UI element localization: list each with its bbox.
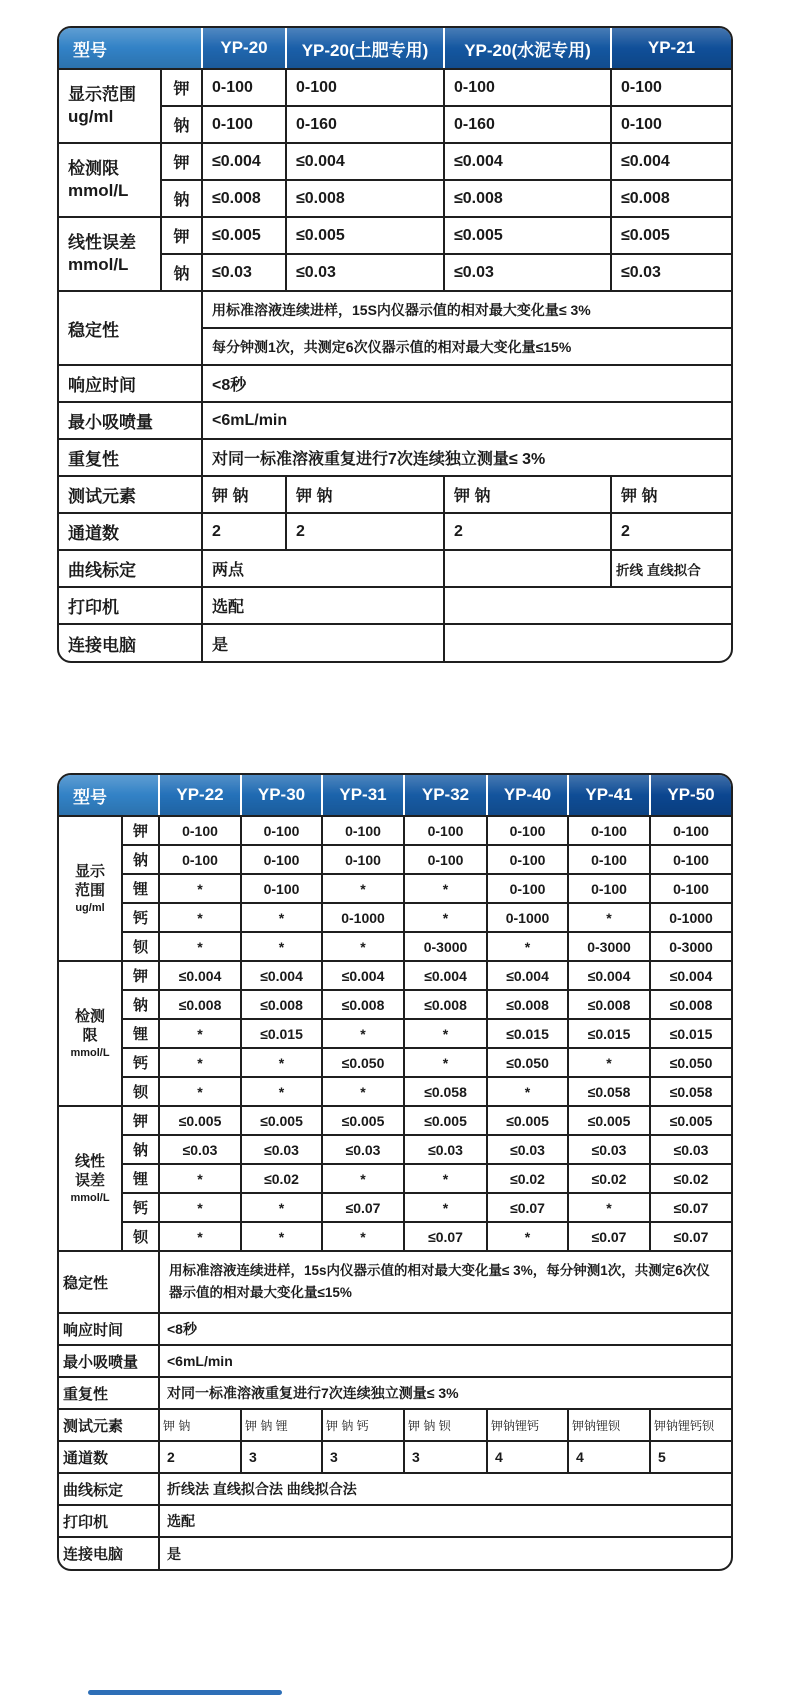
stability-line-1: 用标准溶液连续进样，15S内仪器示值的相对最大变化量≤ 3% [202,291,731,328]
table-row [59,624,731,661]
value-cell: 折线 直线拟合 [611,550,731,587]
value-cell: ≤0.004 [159,961,241,990]
value-cell: ≤0.004 [202,143,286,180]
value-cell: ≤0.004 [322,961,404,990]
value-cell: ≤0.015 [568,1019,650,1048]
value-cell: * [404,1048,487,1077]
value-cell: 0-100 [650,874,731,903]
row-label-response-time: 响应时间 [59,365,202,402]
value-cell: 0-100 [404,816,487,845]
value-cell: 0-100 [487,845,568,874]
value-cell: ≤0.03 [487,1135,568,1164]
value-cell: ≤0.050 [322,1048,404,1077]
header-cell-yp20-cement: YP-20(水泥专用) [444,28,611,69]
value-cell: ≤0.058 [650,1077,731,1106]
section-label-text: 线性误差 [68,232,136,252]
header-cell-model: 型号 [59,28,202,69]
value-cell: * [487,1222,568,1251]
value-cell: ≤0.03 [286,254,444,291]
value-cell: ≤0.07 [487,1193,568,1222]
value-cell: ≤0.005 [202,217,286,254]
row-label-stability: 稳定性 [59,291,202,365]
value-cell: ≤0.008 [650,990,731,1019]
value-cell: * [159,1222,241,1251]
value-cell: ≤0.008 [404,990,487,1019]
table-row [59,874,731,903]
value-cell: * [241,1077,322,1106]
value-cell: ≤0.03 [568,1135,650,1164]
value-cell: ≤0.03 [241,1135,322,1164]
element-cell: 钠 [161,180,202,217]
value-cell: 5 [650,1441,731,1473]
value-cell: ≤0.005 [404,1106,487,1135]
stability-line-2: 每分钟测1次，共测定6次仪器示值的相对最大变化量≤15% [202,328,731,365]
value-cell: 0-100 [202,106,286,143]
value-cell: * [322,1077,404,1106]
row-label-printer: 打印机 [59,1505,159,1537]
section-label-linearity-error [59,1106,122,1251]
row-label-min-aspiration: 最小吸喷量 [59,402,202,439]
value-cell: 0-100 [568,874,650,903]
value-cell: ≤0.005 [611,217,731,254]
row-value: 是 [202,624,444,661]
value-cell: 0-100 [241,845,322,874]
section-unit-text: mmol/L [68,255,129,274]
value-cell: 0-100 [404,845,487,874]
value-cell: ≤0.058 [568,1077,650,1106]
table-row [59,903,731,932]
value-cell: ≤0.005 [650,1106,731,1135]
value-cell: * [159,1077,241,1106]
row-label-computer: 连接电脑 [59,624,202,661]
section-unit-text: mmol/L [70,1046,110,1059]
value-cell: ≤0.005 [241,1106,322,1135]
value-cell: * [404,874,487,903]
header-cell-yp50: YP-50 [650,775,731,816]
value-cell: 2 [159,1441,241,1473]
table-row [59,990,731,1019]
table-row [59,476,731,513]
value-cell: 0-3000 [568,932,650,961]
section-unit-text: mmol/L [70,1191,110,1204]
header-cell-yp40: YP-40 [487,775,568,816]
table-row [59,1505,731,1537]
value-cell: ≤0.050 [487,1048,568,1077]
row-value: 选配 [159,1505,731,1537]
element-cell: 钠 [122,990,159,1019]
header-cell-yp41: YP-41 [568,775,650,816]
section-label-text: 范围 [74,882,105,900]
value-cell: * [322,932,404,961]
section-label-detection-limit [59,961,122,1106]
row-value: <6mL/min [202,402,731,439]
value-cell: 0-100 [611,69,731,106]
spec-table-yp20-series [57,26,733,663]
value-cell: * [241,1048,322,1077]
value-cell: 2 [611,513,731,550]
table-row [59,961,731,990]
value-cell: ≤0.004 [568,961,650,990]
value-cell: 钾 钠 [286,476,444,513]
row-label-channels: 通道数 [59,1441,159,1473]
table-row [59,845,731,874]
table-row [59,1048,731,1077]
value-cell: 0-100 [568,816,650,845]
value-cell: 钾 钠 钡 [404,1409,487,1441]
value-cell: 0-3000 [404,932,487,961]
row-label-repeatability: 重复性 [59,1377,159,1409]
row-value: 是 [167,1545,181,1562]
table-row [59,1106,731,1135]
value-cell: ≤0.03 [611,254,731,291]
value-cell: 钾 钠 钙 [322,1409,404,1441]
value-cell: 4 [568,1441,650,1473]
value-cell: 钾 钠 [159,1409,241,1441]
value-cell: * [568,903,650,932]
section-label-linearity-error [59,217,161,291]
value-cell: 0-100 [322,816,404,845]
element-cell: 钾 [122,816,159,845]
row-value: <8秒 [202,365,731,402]
header-cell-yp31: YP-31 [322,775,404,816]
header-cell-yp20: YP-20 [202,28,286,69]
table-row [59,1019,731,1048]
value-cell: ≤0.008 [568,990,650,1019]
value-cell: ≤0.004 [444,143,611,180]
row-value: 对同一标准溶液重复进行7次连续独立测量≤ 3% [159,1377,731,1409]
element-cell: 钠 [161,106,202,143]
header-cell-yp22: YP-22 [159,775,241,816]
value-cell: ≤0.03 [404,1135,487,1164]
table-row [59,143,731,180]
row-label-response-time: 响应时间 [59,1313,159,1345]
value-cell: * [404,903,487,932]
value-cell: 0-100 [241,816,322,845]
section-unit-text: ug/ml [75,901,105,914]
table-row [59,587,731,624]
element-cell: 钡 [122,932,159,961]
value-cell: * [159,903,241,932]
table-row [59,1193,731,1222]
section-label-text: 限 [82,1027,98,1045]
table-row [59,1222,731,1251]
row-label-min-aspiration: 最小吸喷量 [59,1345,159,1377]
value-cell: * [322,1019,404,1048]
section-label-text: 检测限 [68,158,119,178]
value-cell: 0-100 [322,845,404,874]
row-label-calibration: 曲线标定 [59,550,202,587]
value-cell: 钾钠锂钙钡 [650,1409,731,1441]
element-cell: 钙 [122,903,159,932]
header-cell-yp32: YP-32 [404,775,487,816]
table-row [59,1345,731,1377]
table-row [59,1135,731,1164]
value-cell: ≤0.07 [650,1193,731,1222]
value-cell: * [322,1164,404,1193]
value-cell: 0-3000 [650,932,731,961]
value-cell: ≤0.015 [650,1019,731,1048]
row-value: <8秒 [159,1313,731,1345]
section-label-text: 检测 [74,1007,105,1025]
value-cell: 0-100 [650,816,731,845]
row-label-printer: 打印机 [59,587,202,624]
value-cell: 0-100 [159,816,241,845]
value-cell: ≤0.07 [322,1193,404,1222]
header-cell-yp30: YP-30 [241,775,322,816]
value-cell: * [404,1193,487,1222]
table-row [59,816,731,845]
value-cell: * [322,874,404,903]
value-cell: * [404,1164,487,1193]
value-cell: 0-100 [159,845,241,874]
value-cell: ≤0.005 [159,1106,241,1135]
table-row [59,1473,731,1505]
element-cell: 钙 [122,1193,159,1222]
value-cell: ≤0.005 [487,1106,568,1135]
value-cell: 2 [202,513,286,550]
table-row [59,1377,731,1409]
header-cell-yp21: YP-21 [611,28,731,69]
table-row [59,291,731,328]
row-label-computer: 连接电脑 [59,1537,159,1569]
value-cell: ≤0.03 [202,254,286,291]
element-cell: 钾 [161,69,202,106]
value-cell: ≤0.07 [568,1222,650,1251]
section-label-display-range [59,816,122,961]
section-label-detection-limit [59,143,161,217]
value-cell: ≤0.03 [650,1135,731,1164]
row-label-test-elements: 测试元素 [59,1409,159,1441]
value-cell: ≤0.008 [241,990,322,1019]
value-cell: ≤0.005 [322,1106,404,1135]
value-cell: * [241,1193,322,1222]
value-cell: 0-100 [650,845,731,874]
value-cell: 0-100 [241,874,322,903]
value-cell: ≤0.015 [487,1019,568,1048]
value-cell: ≤0.058 [404,1077,487,1106]
value-cell: * [487,1077,568,1106]
empty-cell [444,624,731,661]
value-cell: ≤0.02 [241,1164,322,1193]
element-cell: 钾 [122,1106,159,1135]
element-cell: 钙 [122,1048,159,1077]
row-value: 选配 [202,587,444,624]
table-row [59,1409,731,1441]
value-cell: * [159,1193,241,1222]
value-cell: 0-160 [444,106,611,143]
value-cell: ≤0.008 [159,990,241,1019]
value-cell: * [159,874,241,903]
element-cell: 钡 [122,1077,159,1106]
element-cell: 锂 [122,874,159,903]
value-cell: 钾 钠 [611,476,731,513]
value-cell: 0-100 [487,874,568,903]
value-cell: 0-1000 [650,903,731,932]
value-cell: ≤0.03 [444,254,611,291]
row-label-stability: 稳定性 [59,1251,159,1313]
value-cell: * [159,932,241,961]
value-cell: ≤0.07 [404,1222,487,1251]
value-cell: ≤0.03 [322,1135,404,1164]
value-cell: ≤0.02 [487,1164,568,1193]
table-row [59,402,731,439]
value-cell: * [159,1019,241,1048]
value-cell: 钾 钠 [202,476,286,513]
value-cell: ≤0.015 [241,1019,322,1048]
value-cell: 3 [241,1441,322,1473]
value-cell: 0-100 [286,69,444,106]
table-row [59,1441,731,1473]
empty-cell [444,587,731,624]
table-row [59,550,731,587]
value-cell: 4 [487,1441,568,1473]
row-value: 对同一标准溶液重复进行7次连续独立测量≤ 3% [202,439,731,476]
value-cell: ≤0.004 [241,961,322,990]
header-row [59,28,731,69]
value-cell: 0-100 [568,845,650,874]
value-cell: * [404,1019,487,1048]
value-cell: 0-100 [202,69,286,106]
value-cell: ≤0.02 [650,1164,731,1193]
header-row [59,775,731,816]
element-cell: 钾 [122,961,159,990]
value-cell: ≤0.03 [159,1135,241,1164]
value-cell: ≤0.004 [404,961,487,990]
element-cell: 钾 [161,143,202,180]
value-cell: ≤0.004 [650,961,731,990]
value-cell: 2 [286,513,444,550]
value-cell: ≤0.02 [568,1164,650,1193]
value-cell: 钾钠锂钙 [487,1409,568,1441]
value-cell: * [322,1222,404,1251]
table-row [59,513,731,550]
table-row [59,932,731,961]
value-cell: 2 [444,513,611,550]
value-cell: * [568,1048,650,1077]
table-row [59,1077,731,1106]
row-label-repeatability: 重复性 [59,439,202,476]
header-cell-model: 型号 [59,775,159,816]
spec-table-yp22-yp50-series [57,773,733,1571]
value-cell: 0-100 [487,816,568,845]
table-row [59,365,731,402]
element-cell: 钡 [122,1222,159,1251]
value-cell: ≤0.07 [650,1222,731,1251]
value-cell: ≤0.005 [568,1106,650,1135]
value-cell: 两点 [202,550,444,587]
row-label-channels: 通道数 [59,513,202,550]
element-cell: 锂 [122,1164,159,1193]
element-cell: 钠 [122,1135,159,1164]
row-value: 折线法 直线拟合法 曲线拟合法 [159,1473,731,1505]
value-cell: 0-1000 [322,903,404,932]
table-row [59,69,731,106]
value-cell: ≤0.005 [444,217,611,254]
row-label-test-elements: 测试元素 [59,476,202,513]
value-cell: ≤0.050 [650,1048,731,1077]
table-row [59,1537,731,1569]
value-cell: * [241,903,322,932]
table-row [59,217,731,254]
value-cell: * [241,1222,322,1251]
value-cell: 钾 钠 [444,476,611,513]
row-value: <6mL/min [159,1345,731,1377]
stability-text: 用标准溶液连续进样，15s内仪器示值的相对最大变化量≤ 3%，每分钟测1次，共测定6次仪器示值的相对最大变化量≤15% [159,1251,731,1313]
element-cell: 锂 [122,1019,159,1048]
value-cell: ≤0.004 [286,143,444,180]
value-cell: ≤0.005 [286,217,444,254]
value-cell: 钾 钠 锂 [241,1409,322,1441]
value-cell: ≤0.004 [487,961,568,990]
table-row [59,1251,731,1313]
value-cell: ≤0.008 [322,990,404,1019]
value-cell: ≤0.008 [444,180,611,217]
value-cell: ≤0.004 [611,143,731,180]
value-cell: 0-100 [444,69,611,106]
value-cell: * [487,932,568,961]
section-unit-text: ug/ml [68,107,114,126]
section-label-text: 显示范围 [68,84,136,104]
table-row [59,1313,731,1345]
value-cell: 0-160 [286,106,444,143]
element-cell: 钾 [161,217,202,254]
section-unit-text: mmol/L [68,181,129,200]
element-cell: 钠 [161,254,202,291]
section-label-text: 线性 [74,1152,105,1170]
value-cell: ≤0.008 [286,180,444,217]
header-cell-yp20-soil: YP-20(土肥专用) [286,28,444,69]
section-label-text: 显示 [74,862,105,880]
value-cell: 3 [322,1441,404,1473]
value-cell: * [241,932,322,961]
value-cell: * [159,1048,241,1077]
value-cell: 钾钠锂钡 [568,1409,650,1441]
value-cell: 3 [404,1441,487,1473]
section-label-text: 误差 [74,1172,105,1190]
value-cell: ≤0.008 [611,180,731,217]
row-label-calibration: 曲线标定 [59,1473,159,1505]
value-cell: ≤0.008 [202,180,286,217]
value-cell: ≤0.008 [487,990,568,1019]
bottom-divider [88,1690,282,1695]
value-cell: * [568,1193,650,1222]
value-cell: 0-100 [611,106,731,143]
table-row [59,439,731,476]
empty-cell [444,550,611,587]
value-cell: 0-1000 [487,903,568,932]
table-row [59,1164,731,1193]
element-cell: 钠 [122,845,159,874]
section-label-display-range [59,69,161,143]
value-cell: * [159,1164,241,1193]
